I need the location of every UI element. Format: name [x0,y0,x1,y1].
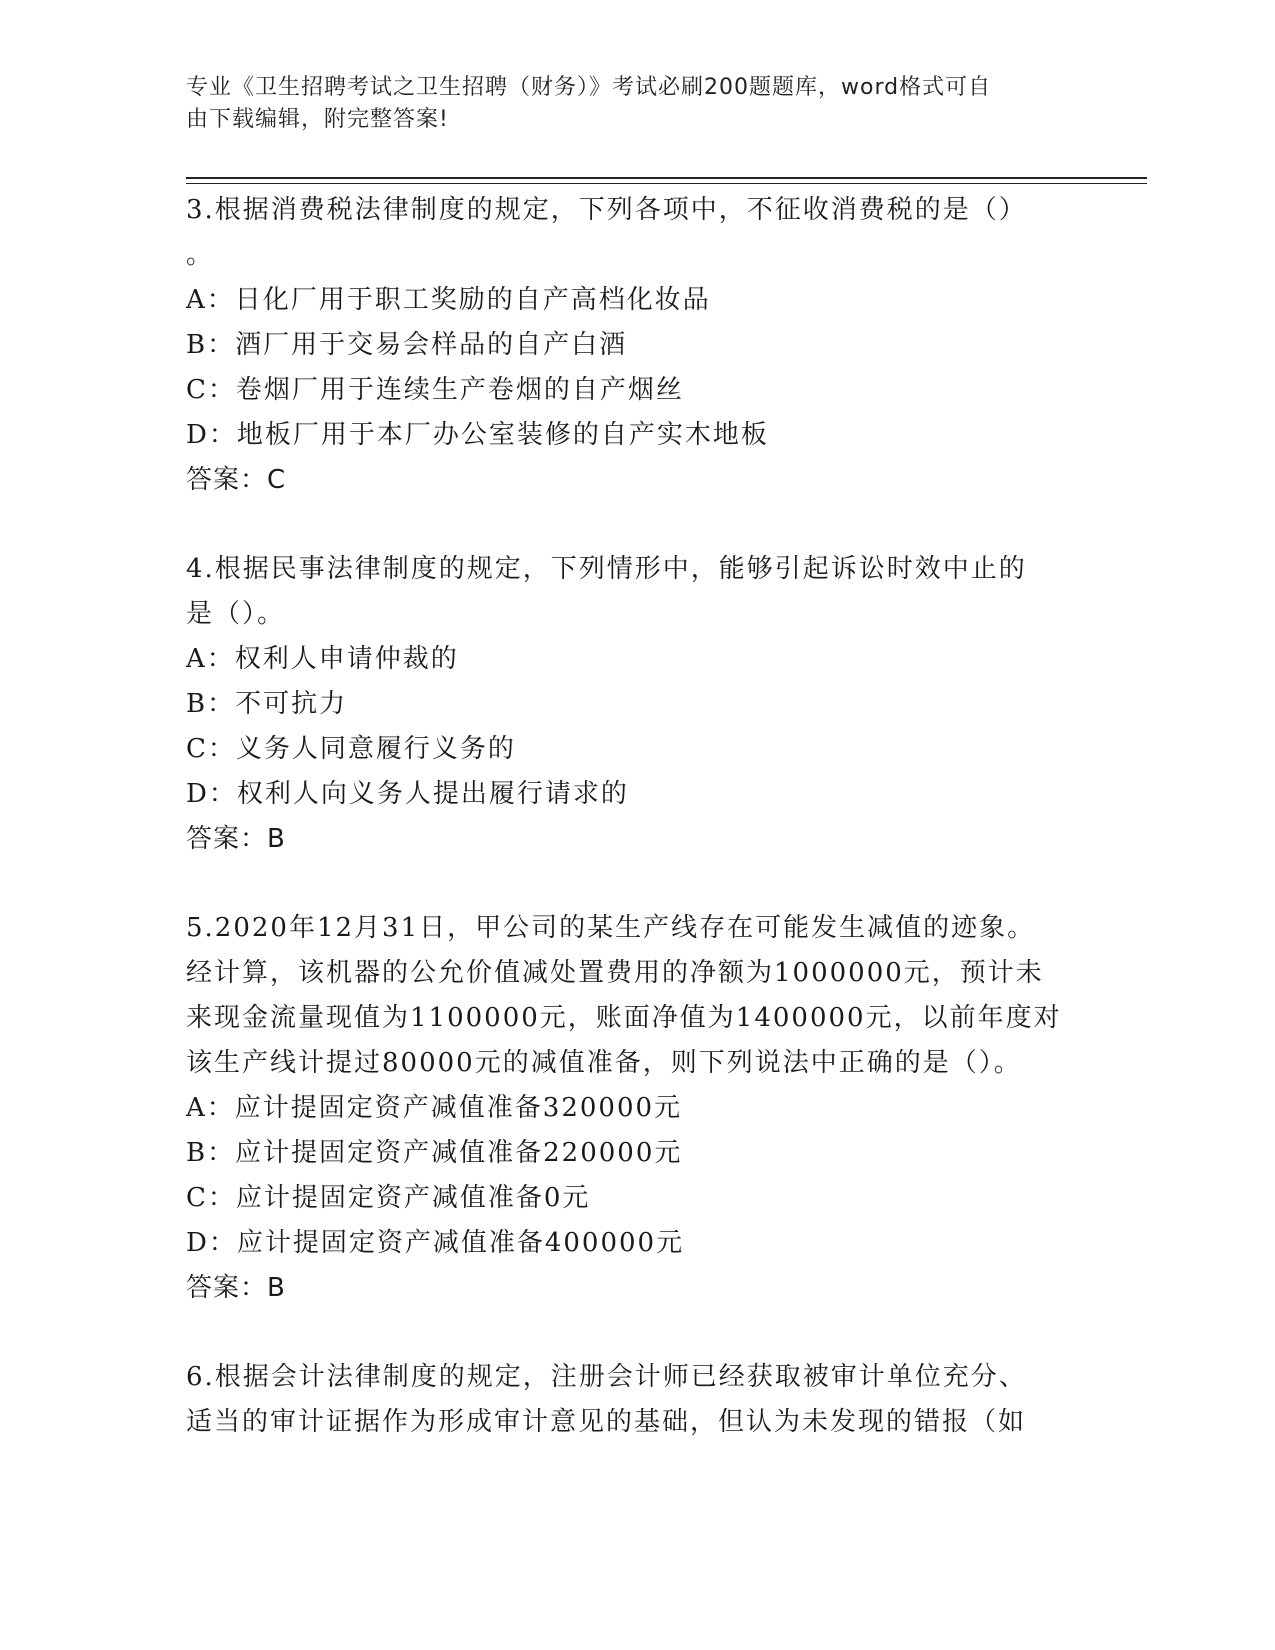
question-block [186,547,1086,862]
correct-answer: 答案：C [186,465,287,495]
answer-option: B：不可抗力 [186,689,348,719]
answer-option: D：地板厂用于本厂办公室装修的自产实木地板 [186,420,769,450]
answer-option: C：义务人同意履行义务的 [186,734,516,764]
header-line-2: 由下载编辑，附完整答案! [186,107,449,132]
answer-option: A：权利人申请仲裁的 [186,644,459,674]
question-text-line: 经计算，该机器的公允价值减处置费用的净额为1000000元，预计未 [186,958,1044,988]
header-line-1: 专业《卫生招聘考试之卫生招聘（财务）》考试必刷200题题库，word格式可自 [186,75,992,100]
answer-option: B：酒厂用于交易会样品的自产白酒 [186,330,628,360]
question-list [186,188,1086,1489]
header-divider-thick [186,177,1147,179]
question-text-line: 。 [186,240,215,270]
question-block [186,906,1086,1311]
answer-option: A：日化厂用于职工奖励的自产高档化妆品 [186,285,711,315]
question-block [186,1355,1086,1445]
correct-answer: 答案：B [186,824,286,854]
question-text-line: 来现金流量现值为1100000元，账面净值为1400000元，以前年度对 [186,1003,1062,1033]
answer-option: A：应计提固定资产减值准备320000元 [186,1093,683,1123]
answer-option: D：应计提固定资产减值准备400000元 [186,1228,685,1258]
answer-option: C：应计提固定资产减值准备0元 [186,1183,591,1213]
question-text-line: 适当的审计证据作为形成审计意见的基础，但认为未发现的错报（如 [186,1407,1027,1437]
answer-option: C：卷烟厂用于连续生产卷烟的自产烟丝 [186,375,684,405]
question-text-line: 该生产线计提过80000元的减值准备，则下列说法中正确的是（）。 [186,1048,1022,1078]
question-text-line: 6.根据会计法律制度的规定，注册会计师已经获取被审计单位充分、 [186,1362,1027,1392]
question-block [186,188,1086,503]
answer-option: D：权利人向义务人提出履行请求的 [186,779,629,809]
correct-answer: 答案：B [186,1273,286,1303]
answer-option: B：应计提固定资产减值准备220000元 [186,1138,683,1168]
document-header [186,72,1066,136]
question-text-line: 4.根据民事法律制度的规定，下列情形中，能够引起诉讼时效中止的 [186,554,1027,584]
question-text-line: 是（）。 [186,599,286,629]
header-divider-thin [186,183,1147,184]
question-text-line: 3.根据消费税法律制度的规定，下列各项中，不征收消费税的是（） [186,195,1027,225]
question-text-line: 5.2020年12月31日，甲公司的某生产线存在可能发生减值的迹象。 [186,913,1036,943]
